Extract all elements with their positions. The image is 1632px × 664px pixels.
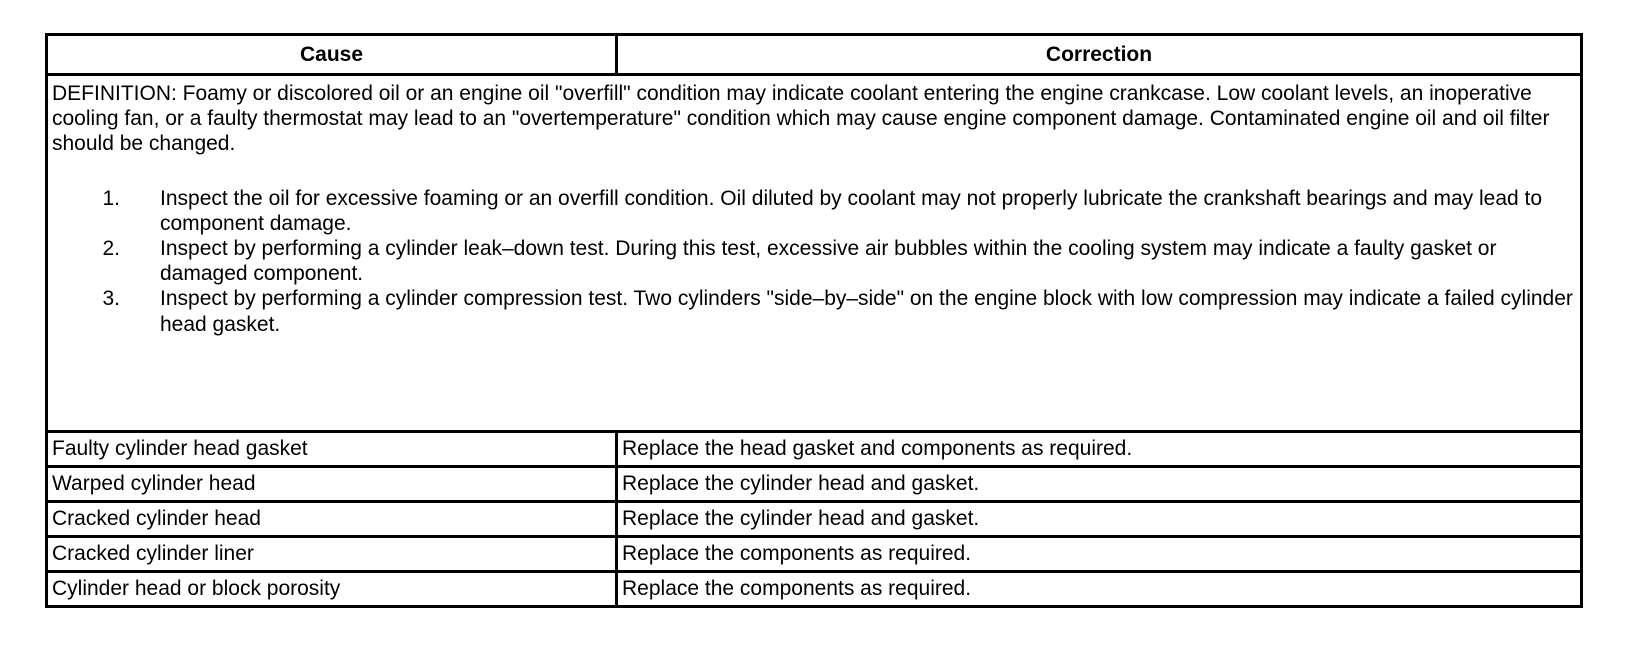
correction-cell: Replace the head gasket and components as required. <box>617 432 1582 467</box>
definition-cell <box>47 75 1582 432</box>
cause-cell: Faulty cylinder head gasket <box>47 432 617 467</box>
step-number: 2. <box>102 236 120 260</box>
cause-cell: Cylinder head or block porosity <box>47 572 617 607</box>
header-row <box>47 35 1582 75</box>
header-cause: Cause <box>47 35 617 75</box>
step-text: Inspect by performing a cylinder compression test. Two cylinders "side–by–side" on the engine block with low compression may indicate a failed cylinder head gasket. <box>160 287 1573 336</box>
cause-cell: Cracked cylinder head <box>47 502 617 537</box>
troubleshooting-table <box>45 33 1583 608</box>
definition-text: DEFINITION: Foamy or discolored oil or an engine oil "overfill" condition may indicate coolant entering the engine crankcase. Low coolant levels, an inoperative cooling fan, or a faulty thermostat may lead to an "overtemperature" condition which may cause engine component damage. Contaminated engine oil and oil filter should be changed. <box>52 82 1550 156</box>
inspection-steps <box>52 186 1576 337</box>
list-item <box>52 286 1576 336</box>
step-number: 1. <box>102 186 120 210</box>
step-text: Inspect the oil for excessive foaming or an overfill condition. Oil diluted by coolant may not properly lubricate the crankshaft bearings and may lead to component damage. <box>160 186 1543 235</box>
table-row <box>47 432 1582 467</box>
definition-row <box>47 75 1582 432</box>
table-row <box>47 537 1582 572</box>
correction-cell: Replace the components as required. <box>617 572 1582 607</box>
table-row <box>47 572 1582 607</box>
table-row <box>47 502 1582 537</box>
correction-cell: Replace the components as required. <box>617 537 1582 572</box>
correction-cell: Replace the cylinder head and gasket. <box>617 467 1582 502</box>
table-row <box>47 467 1582 502</box>
header-correction: Correction <box>617 35 1582 75</box>
correction-cell: Replace the cylinder head and gasket. <box>617 502 1582 537</box>
cause-cell: Cracked cylinder liner <box>47 537 617 572</box>
step-number: 3. <box>102 287 120 311</box>
step-text: Inspect by performing a cylinder leak–down test. During this test, excessive air bubbles within the cooling system may indicate a faulty gasket or damaged component. <box>160 236 1497 286</box>
list-item <box>52 236 1576 286</box>
cause-cell: Warped cylinder head <box>47 467 617 502</box>
list-item <box>52 186 1576 236</box>
